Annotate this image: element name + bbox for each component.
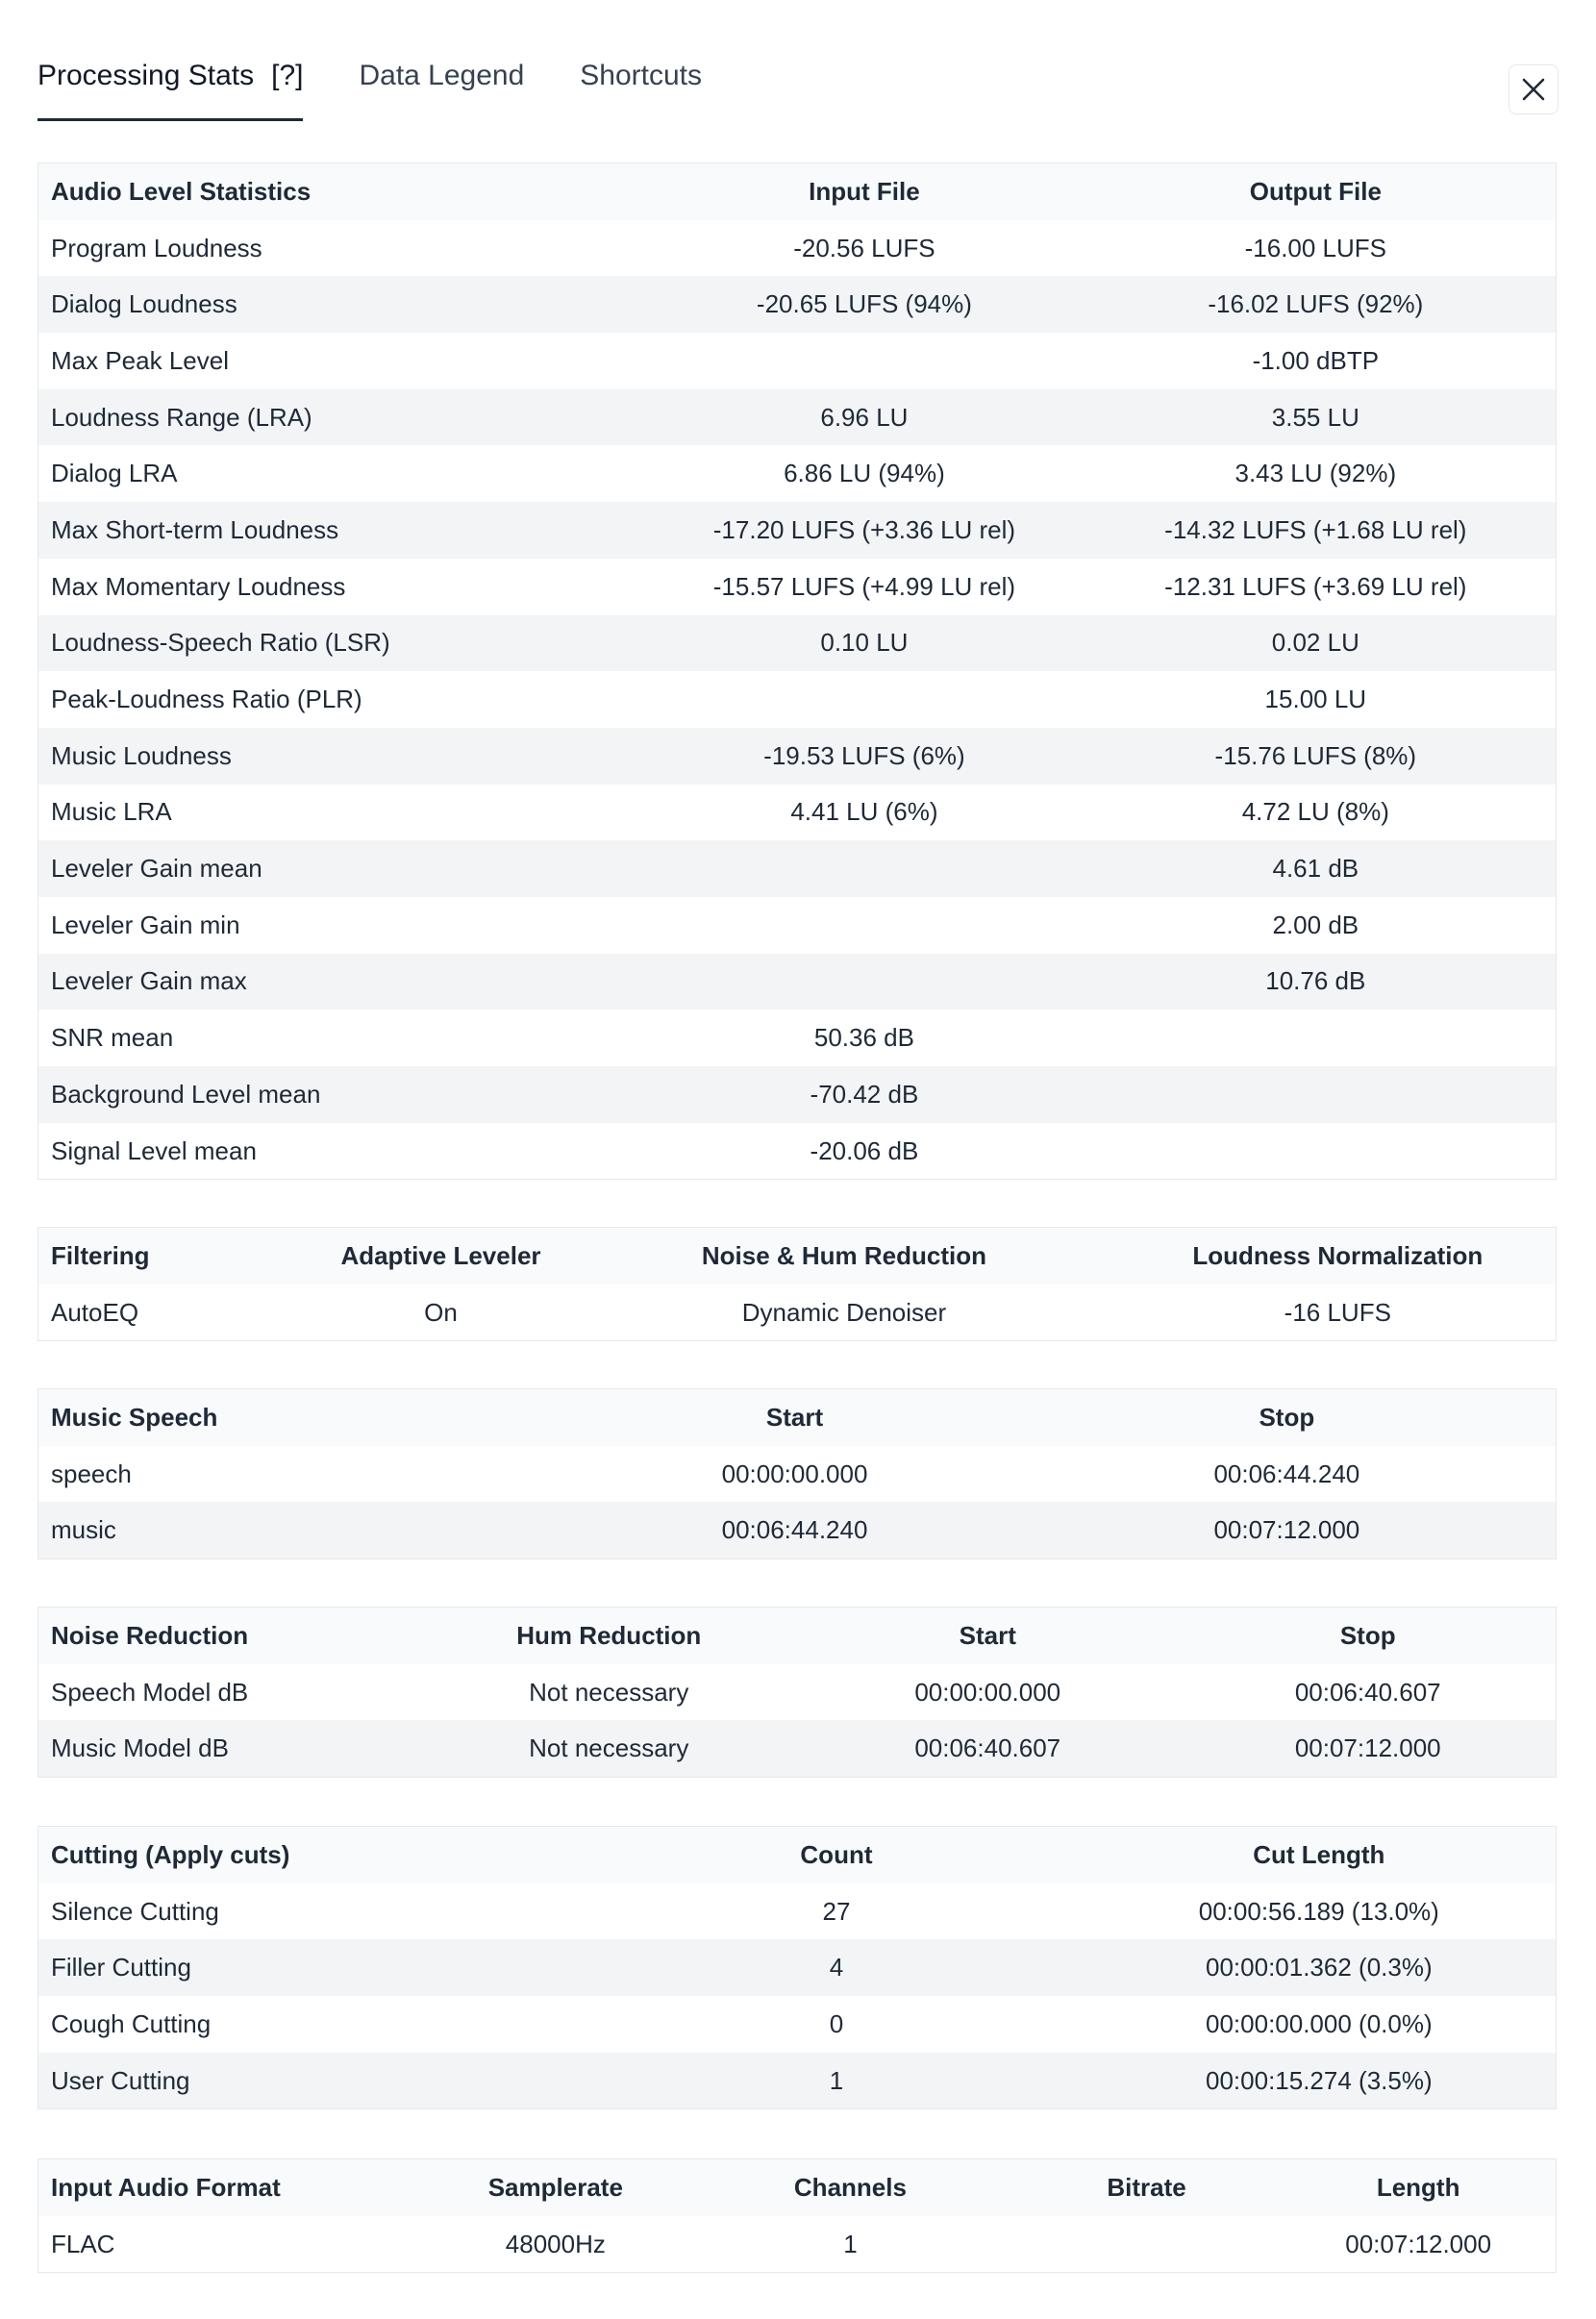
row-label: Leveler Gain mean (51, 854, 262, 884)
cell-value: 00:00:00.000 (721, 1459, 868, 1488)
tab-shortcuts[interactable] (580, 54, 702, 121)
cell-value: 0.02 LU (1271, 628, 1359, 658)
cell-value: Stop (1339, 1620, 1396, 1650)
row-label: Max Momentary Loudness (51, 571, 346, 601)
cell-value: 10.76 dB (1265, 966, 1366, 996)
cell-value: Stop (1259, 1402, 1315, 1432)
cell-value: 3.43 LU (92%) (1234, 459, 1397, 488)
help-icon[interactable]: [?] (271, 60, 304, 91)
table-row (38, 954, 1556, 1010)
row-label: Music Model dB (51, 1733, 229, 1763)
row-label: Background Level mean (51, 1079, 321, 1109)
table-row (38, 1123, 1556, 1180)
cell-value: Not necessary (529, 1677, 689, 1707)
close-button[interactable] (1509, 64, 1559, 114)
cell-value: 50.36 dB (813, 1023, 914, 1053)
row-label: SNR mean (51, 1023, 174, 1053)
cell-value: -1.00 dBTP (1252, 345, 1380, 375)
table-row (38, 785, 1556, 841)
cell-value: -16.00 LUFS (1244, 233, 1387, 262)
row-label: Music LRA (51, 797, 172, 827)
table-row (38, 502, 1556, 559)
table-row (38, 2216, 1556, 2273)
cell-value: Noise & Hum Reduction (701, 1240, 987, 1270)
table-header (38, 2159, 1556, 2216)
table-row (38, 671, 1556, 728)
noise-reduction-table (37, 1607, 1557, 1778)
table-row (38, 1996, 1556, 2053)
cell-value: -16.02 LUFS (92%) (1208, 289, 1424, 319)
cell-value: 00:00:00.000 (0.0%) (1206, 2008, 1433, 2038)
cell-value: 4 (829, 1953, 844, 1982)
table-row (38, 333, 1556, 389)
table-row (38, 276, 1556, 333)
cell-value: Length (1376, 2172, 1460, 2202)
table-row (38, 897, 1556, 954)
table-header (38, 1228, 1556, 1284)
cell-value: 00:06:44.240 (721, 1515, 868, 1545)
row-label: Filtering (51, 1240, 150, 1270)
cell-value: 00:00:15.274 (3.5%) (1206, 2065, 1433, 2095)
cell-value: 1 (829, 2065, 844, 2095)
cell-value: Samplerate (487, 2172, 623, 2202)
cell-value: -16 LUFS (1284, 1297, 1391, 1327)
row-label: User Cutting (51, 2065, 190, 2095)
row-label: Cutting (Apply cuts) (51, 1839, 290, 1869)
cell-value: -17.20 LUFS (+3.36 LU rel) (712, 514, 1016, 544)
table-header (38, 1827, 1556, 1883)
cell-value: Count (800, 1839, 873, 1869)
table-row (38, 1446, 1556, 1503)
table-row (38, 389, 1556, 446)
cell-value: 4.61 dB (1272, 854, 1359, 884)
tab-data-legend[interactable] (359, 54, 524, 121)
cell-value: Not necessary (529, 1733, 689, 1763)
cell-value: 00:00:00.000 (914, 1677, 1061, 1707)
table-row (38, 615, 1556, 672)
cell-value: 00:06:44.240 (1213, 1459, 1360, 1488)
table-header (38, 163, 1556, 220)
audio-level-statistics-table (37, 162, 1557, 1180)
filtering-table (37, 1227, 1557, 1341)
cell-value: Dynamic Denoiser (741, 1297, 947, 1327)
cell-value: 00:07:12.000 (1213, 1515, 1360, 1545)
cell-value: 00:00:01.362 (0.3%) (1206, 1953, 1433, 1982)
cell-value: 4.41 LU (6%) (790, 797, 938, 827)
row-label: speech (51, 1459, 132, 1488)
cell-value: -15.57 LUFS (+4.99 LU rel) (712, 571, 1016, 601)
table-row (38, 1010, 1556, 1066)
table-row (38, 1502, 1556, 1558)
row-label: Max Peak Level (51, 345, 229, 375)
row-label: AutoEQ (51, 1297, 139, 1327)
cell-value: -14.32 LUFS (+1.68 LU rel) (1164, 514, 1467, 544)
cell-value: -20.56 LUFS (793, 233, 935, 262)
table-row (38, 2053, 1556, 2109)
row-label: FLAC (51, 2229, 115, 2258)
cell-value: Channels (793, 2172, 907, 2202)
row-label: Noise Reduction (51, 1620, 249, 1650)
row-label: Program Loudness (51, 233, 262, 262)
cell-value: 6.86 LU (94%) (784, 459, 945, 488)
input-audio-format-table (37, 2158, 1557, 2273)
cell-value: 00:06:40.607 (914, 1733, 1061, 1763)
table-header (38, 1389, 1556, 1446)
row-label: Dialog LRA (51, 459, 178, 488)
cell-value: Input File (809, 176, 920, 206)
cell-value: 00:00:56.189 (13.0%) (1198, 1896, 1439, 1926)
cell-value: Bitrate (1107, 2172, 1186, 2202)
cell-value: Output File (1249, 176, 1382, 206)
row-label: Leveler Gain max (51, 966, 247, 996)
cell-value: Adaptive Leveler (340, 1240, 541, 1270)
row-label: music (51, 1515, 116, 1545)
cell-value: 6.96 LU (820, 402, 909, 432)
tab-processing-stats[interactable] (37, 54, 303, 121)
row-label: Filler Cutting (51, 1953, 191, 1982)
cell-value: Cut Length (1253, 1839, 1385, 1869)
table-row (38, 1720, 1556, 1777)
row-label: Leveler Gain min (51, 910, 240, 939)
row-label: Music Loudness (51, 740, 232, 770)
cell-value: -15.76 LUFS (8%) (1214, 740, 1417, 770)
cell-value: 1 (843, 2229, 858, 2258)
cell-value: 00:07:12.000 (1345, 2229, 1492, 2258)
table-header (38, 1608, 1556, 1664)
table-row (38, 220, 1556, 277)
cell-value: -20.06 dB (810, 1135, 919, 1165)
table-row (38, 559, 1556, 615)
cell-value: 00:07:12.000 (1294, 1733, 1441, 1763)
row-label: Music Speech (51, 1402, 218, 1432)
row-label: Loudness-Speech Ratio (LSR) (51, 628, 390, 658)
row-label: Speech Model dB (51, 1677, 249, 1707)
cell-value: -20.65 LUFS (94%) (756, 289, 972, 319)
table-row (38, 1883, 1556, 1940)
cell-value: 0.10 LU (820, 628, 909, 658)
tab-shortcuts-label: Shortcuts (580, 60, 703, 91)
tab-data-legend-label: Data Legend (359, 60, 525, 91)
cell-value: 4.72 LU (8%) (1241, 797, 1389, 827)
cell-value: 3.55 LU (1271, 402, 1359, 432)
row-label: Cough Cutting (51, 2008, 212, 2038)
row-label: Input Audio Format (51, 2172, 281, 2202)
cell-value: 15.00 LU (1264, 685, 1367, 714)
cell-value: -70.42 dB (810, 1079, 919, 1109)
tab-bar (37, 54, 758, 123)
cell-value: Hum Reduction (516, 1620, 702, 1650)
row-label: Max Short-term Loudness (51, 514, 339, 544)
cell-value: 48000Hz (505, 2229, 606, 2258)
table-row (38, 1664, 1556, 1721)
cell-value: 0 (829, 2008, 844, 2038)
cutting-table (37, 1826, 1557, 2109)
cell-value: -19.53 LUFS (6%) (763, 740, 965, 770)
table-row (38, 728, 1556, 785)
cell-value: On (424, 1297, 458, 1327)
cell-value: 00:06:40.607 (1294, 1677, 1441, 1707)
row-label: Peak-Loudness Ratio (PLR) (51, 685, 362, 714)
table-row (38, 1284, 1556, 1341)
cell-value: Start (765, 1402, 824, 1432)
row-label: Dialog Loudness (51, 289, 237, 319)
cell-value: 2.00 dB (1272, 910, 1359, 939)
cell-value: -12.31 LUFS (+3.69 LU rel) (1164, 571, 1467, 601)
table-row (38, 840, 1556, 897)
row-label: Loudness Range (LRA) (51, 402, 312, 432)
row-label: Signal Level mean (51, 1135, 257, 1165)
table-row (38, 445, 1556, 502)
cell-value: 27 (822, 1896, 851, 1926)
table-row (38, 1939, 1556, 1996)
cell-value: Loudness Normalization (1192, 1240, 1484, 1270)
tab-processing-stats-label: Processing Stats (37, 60, 255, 91)
close-icon (1520, 76, 1547, 103)
cell-value: Start (959, 1620, 1016, 1650)
row-label: Audio Level Statistics (51, 176, 312, 206)
row-label: Silence Cutting (51, 1896, 219, 1926)
table-row (38, 1066, 1556, 1123)
music-speech-table (37, 1388, 1557, 1559)
